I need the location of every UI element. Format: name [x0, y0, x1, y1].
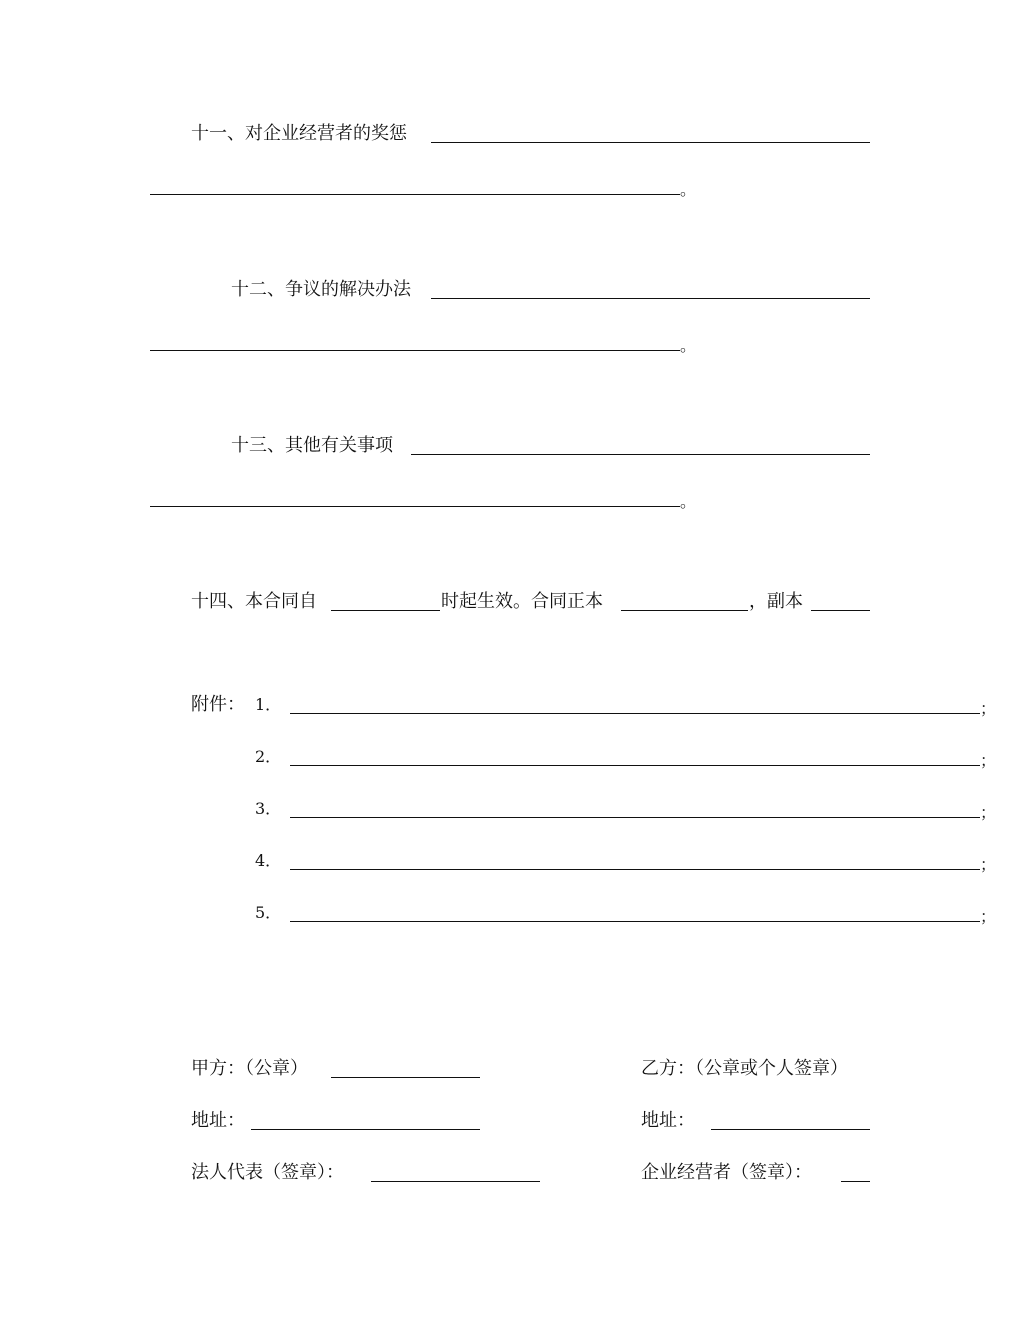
operator-label: 企业经营者（签章）：: [641, 1162, 812, 1183]
attachment-1-field[interactable]: [290, 713, 980, 714]
clause-12-line-2[interactable]: [150, 350, 680, 351]
clause-14-label: 十四、本合同自: [191, 591, 317, 612]
attachment-semicolon: ；: [980, 699, 997, 718]
attachment-4-field[interactable]: [290, 869, 980, 870]
attachment-number: 1．: [255, 695, 282, 714]
party-b-label: 乙方：（公章或个人签章）: [641, 1058, 848, 1079]
clause-11-period: 。: [680, 180, 697, 199]
attachment-3-field[interactable]: [290, 817, 980, 818]
clause-12-line-1[interactable]: [431, 298, 870, 299]
attachment-number: 2．: [255, 747, 282, 766]
attachment-semicolon: ；: [980, 907, 997, 926]
attachment-semicolon: ；: [980, 855, 997, 874]
duplicate-copies-field[interactable]: [811, 610, 870, 611]
legal-rep-label: 法人代表（签章）：: [191, 1162, 344, 1183]
clause-14-text-mid: 时起生效。合同正本: [441, 591, 603, 612]
clause-13-line-2[interactable]: [150, 506, 680, 507]
clause-11-line-1[interactable]: [431, 142, 870, 143]
clause-13-label: 十三、其他有关事项: [231, 435, 393, 456]
operator-signature-field[interactable]: [841, 1181, 870, 1182]
clause-12-period: 。: [680, 336, 697, 355]
attachment-5-field[interactable]: [290, 921, 980, 922]
attachments-label: 附件：: [191, 694, 245, 715]
attachment-number: 3．: [255, 799, 282, 818]
address-a-field[interactable]: [251, 1129, 480, 1130]
legal-rep-signature-field[interactable]: [371, 1181, 540, 1182]
attachment-number: 5．: [255, 903, 282, 922]
clause-13-period: 。: [680, 492, 697, 511]
clause-13-line-1[interactable]: [411, 454, 870, 455]
clause-11-label: 十一、对企业经营者的奖惩: [191, 123, 407, 144]
clause-11-line-2[interactable]: [150, 194, 680, 195]
attachment-semicolon: ；: [980, 803, 997, 822]
clause-12-label: 十二、争议的解决办法: [231, 279, 411, 300]
attachment-2-field[interactable]: [290, 765, 980, 766]
address-b-label: 地址：: [641, 1110, 695, 1131]
effective-date-field[interactable]: [331, 610, 440, 611]
address-b-field[interactable]: [711, 1129, 870, 1130]
attachment-semicolon: ；: [980, 751, 997, 770]
address-a-label: 地址：: [191, 1110, 245, 1131]
original-copies-field[interactable]: [621, 610, 748, 611]
attachment-number: 4．: [255, 851, 282, 870]
party-a-seal-field[interactable]: [331, 1077, 480, 1078]
clause-14-text-duplicate: ，副本: [749, 591, 803, 612]
party-a-label: 甲方：（公章）: [191, 1058, 308, 1079]
